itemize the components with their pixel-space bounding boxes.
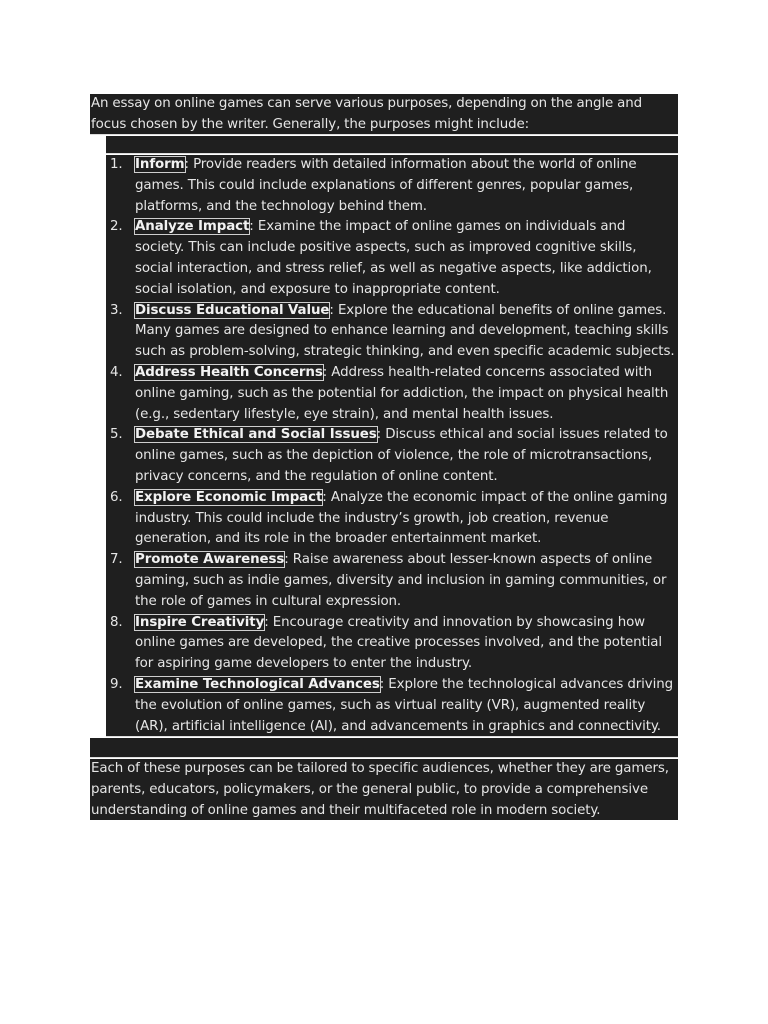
outro-paragraph: Each of these purposes can be tailored to specific audiences, whether they are gamers, parents, educators, policymakers, or the general public, to provide a comprehensive understanding of online games and their multifaceted role in modern society.	[91, 761, 669, 818]
list-item	[106, 550, 678, 612]
list-number: 7.	[110, 552, 123, 568]
list-item	[106, 363, 678, 425]
list-number: 6.	[110, 489, 123, 505]
list-term: Promote Awareness	[135, 552, 285, 568]
list-term: Examine Technological Advances	[135, 676, 380, 692]
list-term: Address Health Concerns	[135, 364, 323, 380]
list-text: : Explore the technological advances driving the evolution of online games, such as virtual reality (VR), augmented reality (AR), artificial intelligence (AI), and advancements in graphics and connectivity.	[135, 676, 674, 734]
list-number: 5.	[110, 427, 123, 443]
list-item	[106, 301, 678, 363]
list-number: 4.	[110, 364, 123, 380]
list-item	[106, 155, 678, 217]
list-term: Analyze Impact	[135, 219, 250, 235]
list-number: 9.	[110, 676, 123, 692]
list-item	[106, 613, 678, 675]
list-item	[106, 675, 678, 737]
list-text: : Encourage creativity and innovation by showcasing how online games are developed, the creative processes involved, and the potential for aspiring game developers to enter the industry.	[135, 614, 663, 672]
list-number: 1.	[110, 157, 123, 172]
list-term: Inspire Creativity	[135, 614, 265, 630]
list-term: Explore Economic Impact	[135, 489, 323, 505]
list-text: : Provide readers with detailed information about the world of online games. This could include explanations of different genres, popular games, platforms, and the technology behind them.	[135, 157, 637, 214]
outro-block	[90, 759, 678, 820]
list-term: Discuss Educational Value	[135, 302, 330, 318]
list-number: 3.	[110, 302, 123, 318]
intro-block	[90, 94, 678, 135]
list-item	[106, 488, 678, 550]
list-text: : Examine the impact of online games on individuals and society. This can include positive aspects, such as improved cognitive skills, social interaction, and stress relief, as well as negative aspects, like addiction, social isolation, and exposure to inappropriate content.	[135, 219, 652, 297]
list-number: 8.	[110, 614, 123, 630]
blank-line-bottom	[90, 738, 678, 758]
list-text: : Explore the educational benefits of online games. Many games are designed to enhance learning and development, teaching skills such as problem-solving, strategic thinking, and even specific academic subjects.	[135, 302, 675, 360]
list-text: : Raise awareness about lesser-known aspects of online gaming, such as indie games, diversity and inclusion in gaming communities, or the role of games in cultural expression.	[135, 552, 667, 609]
list-term: Debate Ethical and Social Issues	[135, 427, 377, 443]
blank-line-top	[106, 136, 678, 154]
list-term: Inform	[135, 157, 185, 172]
list-text: : Discuss ethical and social issues related to online games, such as the depiction of violence, the role of microtransactions, privacy concerns, and the regulation of online content.	[135, 427, 668, 484]
list-number: 2.	[110, 219, 123, 235]
list-item	[106, 425, 678, 487]
list-item	[106, 217, 678, 300]
purposes-list-block	[106, 155, 678, 737]
intro-paragraph: An essay on online games can serve various purposes, depending on the angle and focus chosen by the writer. Generally, the purposes might include:	[91, 96, 643, 132]
list-text: : Analyze the economic impact of the online gaming industry. This could include the industry’s growth, job creation, revenue generation, and its role in the broader entertainment market.	[135, 489, 668, 547]
list-text: : Address health-related concerns associated with online gaming, such as the potential for addiction, the impact on physical health (e.g., sedentary lifestyle, eye strain), and mental health issues.	[135, 364, 669, 422]
purposes-list	[106, 155, 678, 737]
